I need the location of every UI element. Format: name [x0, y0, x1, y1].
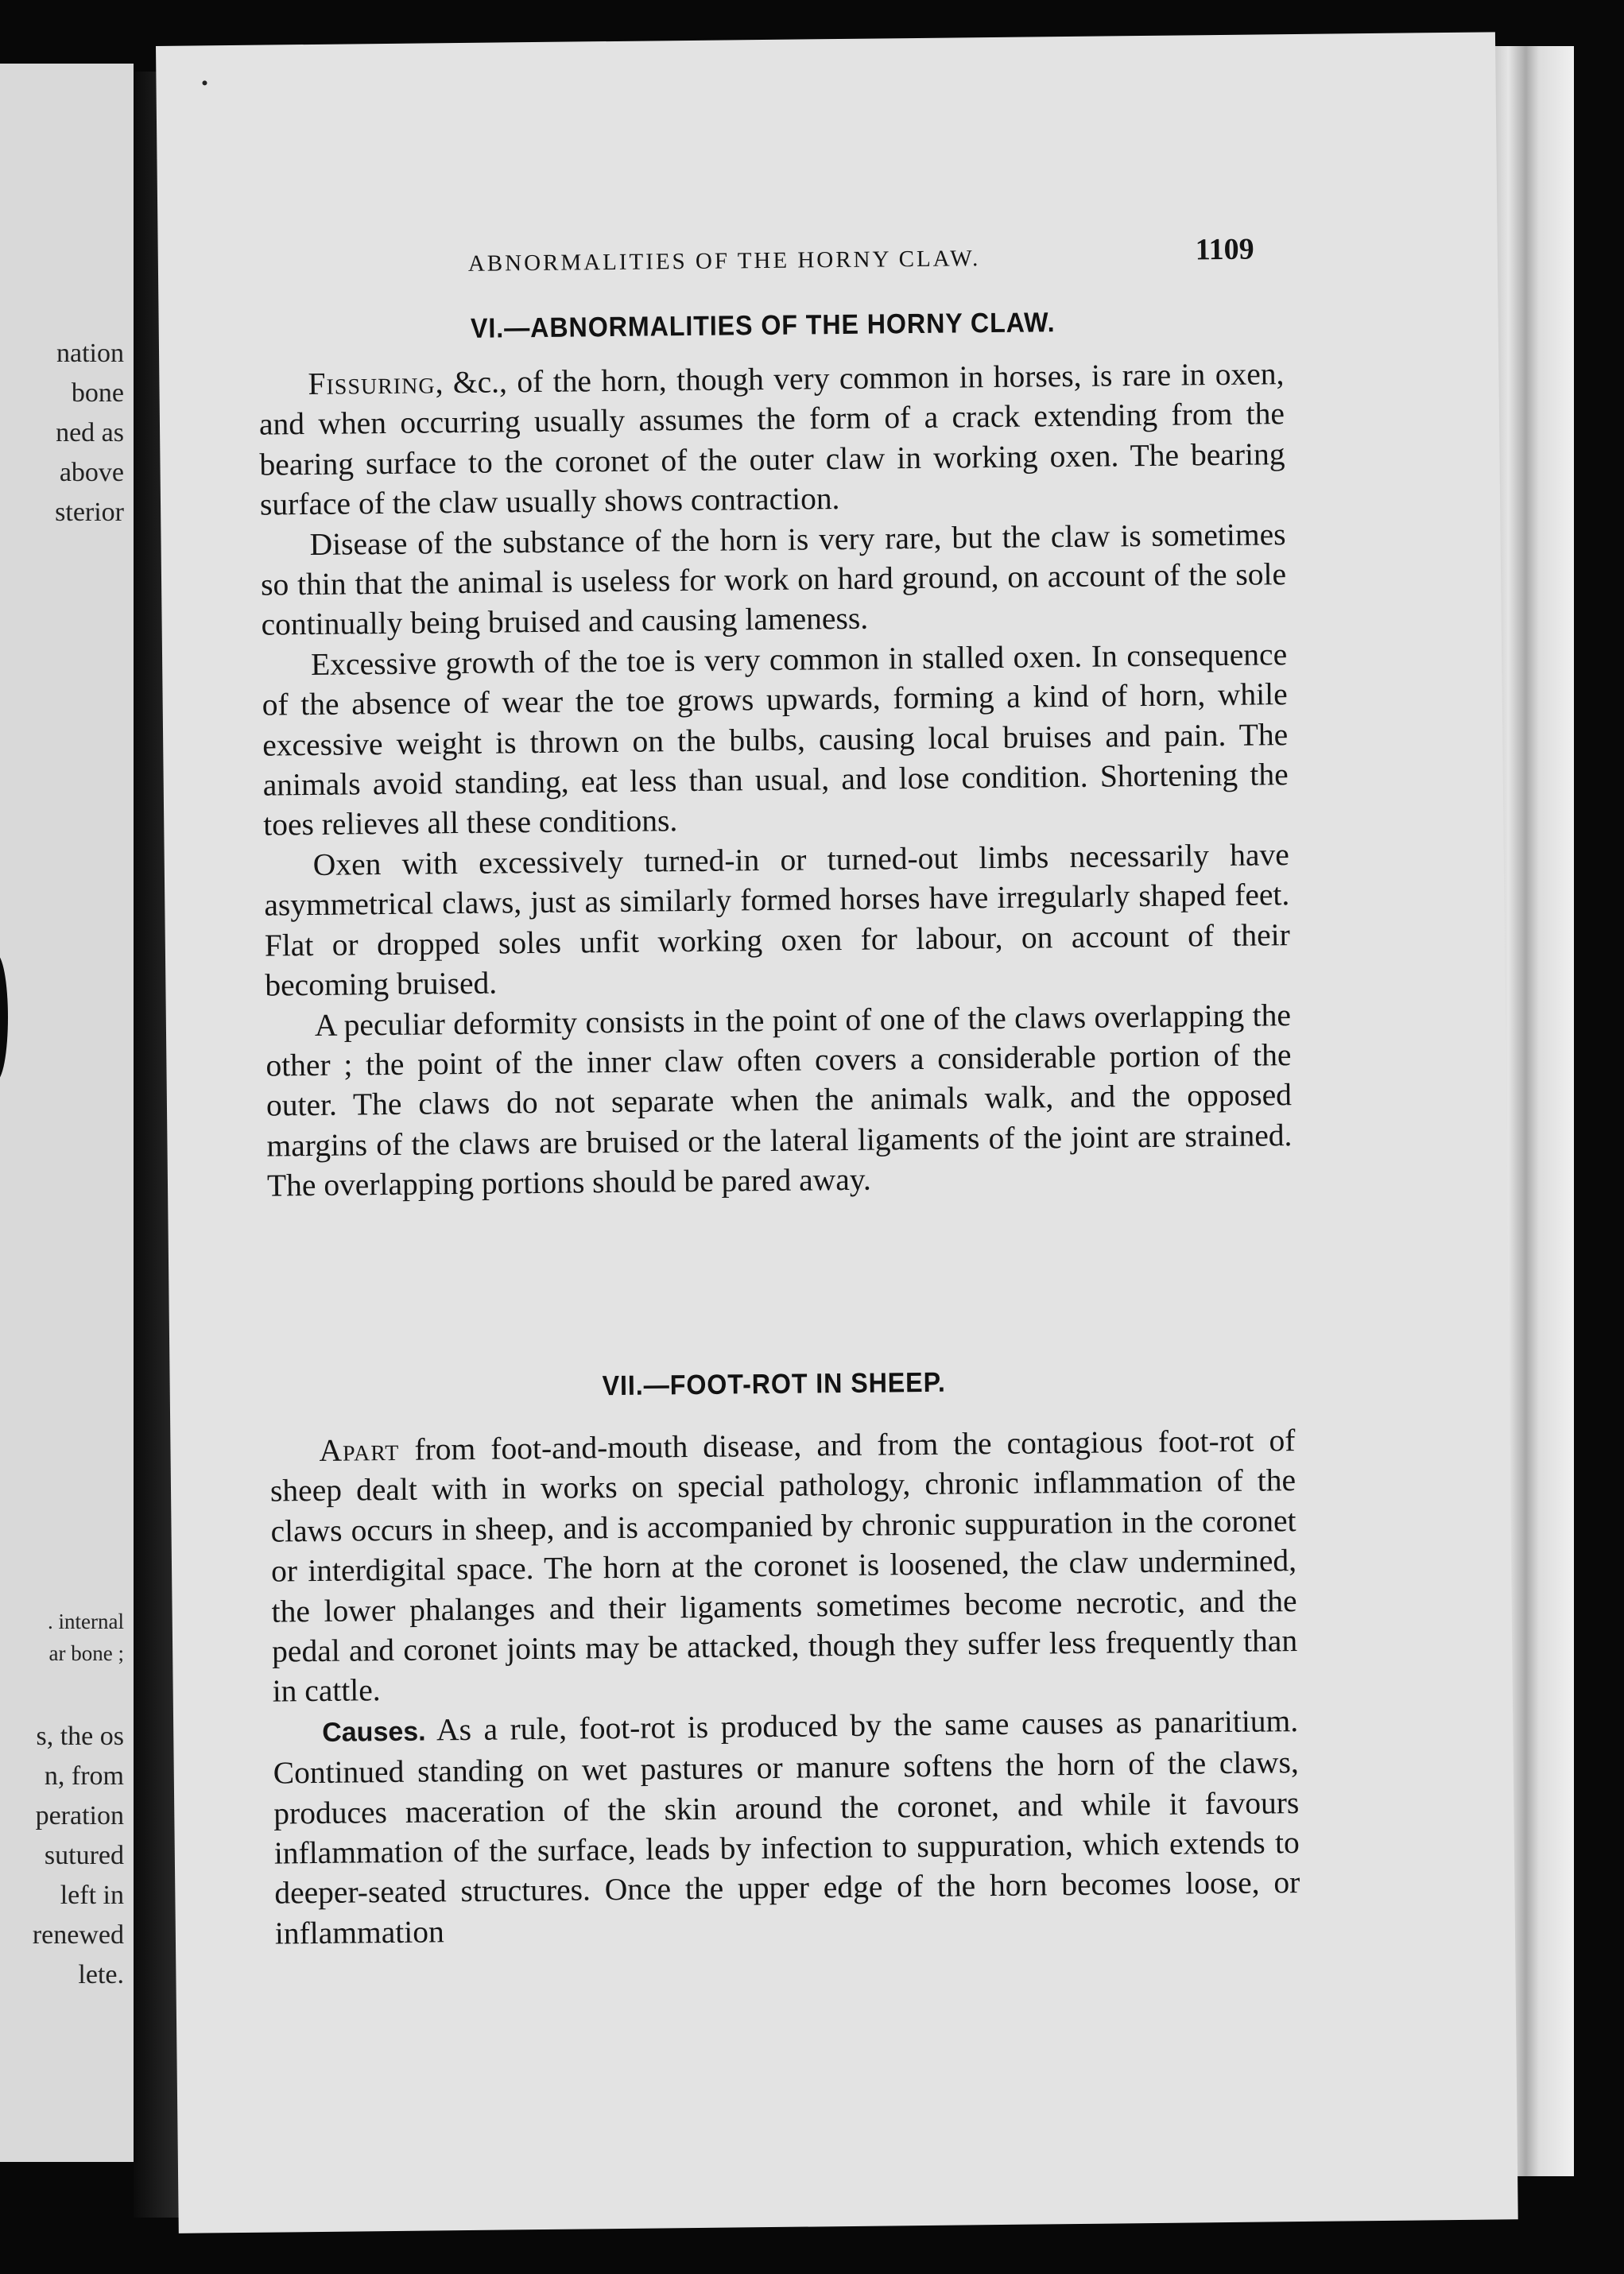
paragraph: Oxen with excessively turned-in or turned-out limbs necessarily have asymmetrical claws, just as similarly formed horses have irregularly shaped feet. Flat or dropped soles unfit working oxen for labour, on account of their becoming bruised. — [264, 837, 1291, 1003]
section-heading-vi: VI.—ABNORMALITIES OF THE HORNY CLAW. — [470, 307, 1056, 344]
paragraph: Excessive growth of the toe is very common in stalled oxen. In consequence of the absence of wear the toe grows upwards, forming a kind of horn, while excessive weight is thrown on the bulbs, causing local bruises and pain. The animals avoid standing, eat less than usual, and lose condition. Shortening the toes relieves all these conditions. — [262, 636, 1289, 843]
page-number: 1109 — [1195, 232, 1254, 267]
facing-page-line: sutured — [44, 1841, 124, 1870]
paragraph: Disease of the substance of the horn is very rare, but the claw is sometimes so thin that the animal is useless for work on hard ground, on account of the sole continually being bruised and causing lameness. — [260, 516, 1287, 643]
paragraph-text: As a rule, foot-rot is produced by the same causes as panaritium. Continued standing on wet pastures or manure softens the horn of the claws, produces maceration of the skin around the coronet, and while it favours inflammation of the surface, leads by infection to suppuration, which extends to deeper-seated structures. Once the upper edge of the horn becomes loose, or inflammation — [273, 1703, 1300, 1951]
facing-page-figure-edge — [0, 954, 8, 1081]
paragraph-lead: Fissuring — [308, 365, 436, 402]
facing-page-line: above — [59, 458, 124, 487]
facing-page-line: bone — [71, 378, 124, 408]
facing-page-line: ned as — [56, 418, 124, 447]
paragraph-lead: Apart — [319, 1431, 400, 1468]
paragraph-text: , &c., of the horn, though very common in horses, is rare in oxen, and when occurring usually assumes the form of a crack extending from the bearing surface to the coronet of the outer claw in working oxen. The bearing surface of the claw usually shows contraction. — [258, 356, 1285, 522]
facing-page-line: lete. — [78, 1960, 124, 1989]
print-speck — [202, 80, 207, 85]
facing-page-line: s, the os — [36, 1722, 124, 1751]
paragraph — [258, 354, 1285, 525]
paragraph — [269, 1420, 1298, 1711]
section-vii-body — [269, 1420, 1300, 1954]
facing-page-line: nation — [56, 339, 124, 368]
section-heading-vii: VII.—FOOT-ROT IN SHEEP. — [602, 1366, 946, 1402]
inline-heading: Causes. — [322, 1716, 426, 1748]
facing-page-line: sterior — [55, 498, 124, 527]
facing-page-line: . internal — [48, 1610, 124, 1633]
facing-page-line: renewed — [32, 1920, 124, 1950]
paragraph-text: from foot-and-mouth disease, and from the contagious foot-rot of sheep dealt with in works on special pathology, chronic inflammation of the claws occurs in sheep, and is accompanied by chronic suppuration in the coronet or interdigital space. The horn at the coronet is loosened, the claw undermined, the lower phalanges and their ligaments sometimes become necrotic, and the pedal and coronet joints may be attacked, though they suffer less frequently than in cattle. — [269, 1423, 1298, 1710]
facing-page-line: ar bone ; — [48, 1641, 124, 1665]
facing-page — [0, 64, 134, 2162]
facing-page-line: peration — [35, 1801, 124, 1830]
paragraph — [273, 1701, 1300, 1954]
facing-page-line: n, from — [44, 1761, 124, 1791]
section-vi-body — [258, 354, 1293, 1206]
facing-page-line: left in — [60, 1881, 124, 1910]
running-head: ABNORMALITIES OF THE HORNY CLAW. — [467, 246, 981, 277]
book-page — [156, 32, 1518, 2233]
paragraph: A peculiar deformity consists in the point of one of the claws overlapping the other ; the point of the inner claw often covers a considerable portion of the outer. The claws do not separate when the animals walk, and the opposed margins of the claws are bruised or the lateral ligaments of the joint are strained. The overlapping portions should be pared away. — [265, 997, 1293, 1203]
